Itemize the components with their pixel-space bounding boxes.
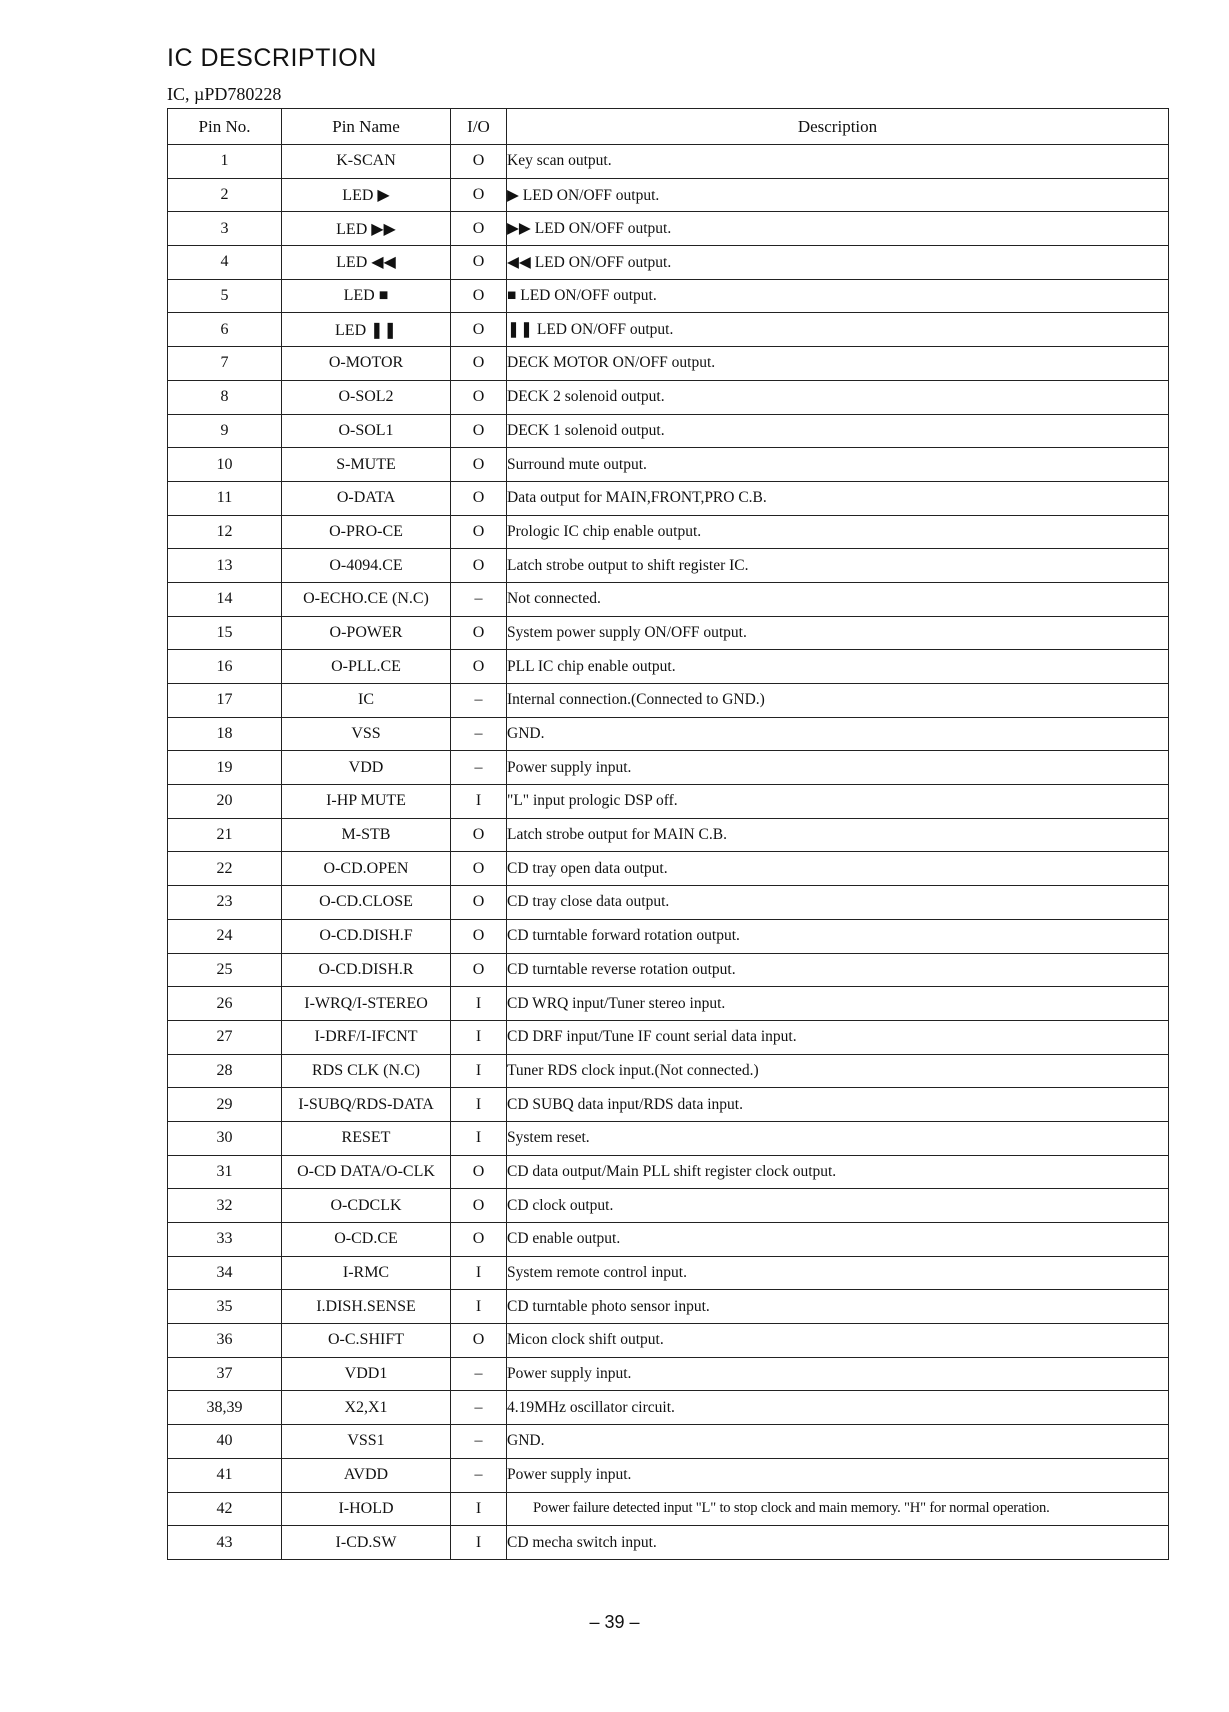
description-cell: Power supply input. bbox=[507, 751, 1169, 785]
table-row bbox=[168, 1155, 1169, 1189]
pin-number-cell: 26 bbox=[168, 987, 282, 1021]
description-cell: DECK 1 solenoid output. bbox=[507, 414, 1169, 448]
io-cell: I bbox=[451, 1290, 507, 1324]
description-cell: CD WRQ input/Tuner stereo input. bbox=[507, 987, 1169, 1021]
pin-name-cell: I-HP MUTE bbox=[282, 785, 451, 819]
pin-number-cell: 1 bbox=[168, 145, 282, 179]
table-row bbox=[168, 852, 1169, 886]
io-cell: I bbox=[451, 1121, 507, 1155]
pin-name-cell: I-WRQ/I-STEREO bbox=[282, 987, 451, 1021]
pin-number-cell: 24 bbox=[168, 919, 282, 953]
io-cell: O bbox=[451, 650, 507, 684]
table-row bbox=[168, 1088, 1169, 1122]
pin-number-cell: 43 bbox=[168, 1526, 282, 1560]
description-cell: System remote control input. bbox=[507, 1256, 1169, 1290]
pin-number-cell: 28 bbox=[168, 1054, 282, 1088]
pin-name-cell: O-SOL2 bbox=[282, 380, 451, 414]
pin-name-cell: VDD bbox=[282, 751, 451, 785]
pin-number-cell: 10 bbox=[168, 448, 282, 482]
pin-number-cell: 22 bbox=[168, 852, 282, 886]
description-cell: CD SUBQ data input/RDS data input. bbox=[507, 1088, 1169, 1122]
io-cell: O bbox=[451, 1324, 507, 1358]
description-cell: CD clock output. bbox=[507, 1189, 1169, 1223]
description-cell: DECK 2 solenoid output. bbox=[507, 380, 1169, 414]
description-cell: Data output for MAIN,FRONT,PRO C.B. bbox=[507, 481, 1169, 515]
io-cell: – bbox=[451, 1357, 507, 1391]
table-row bbox=[168, 246, 1169, 280]
description-cell: GND. bbox=[507, 717, 1169, 751]
pin-name-cell: O-C.SHIFT bbox=[282, 1324, 451, 1358]
description-cell: "L" input prologic DSP off. bbox=[507, 785, 1169, 819]
description-cell: ▶▶ LED ON/OFF output. bbox=[507, 212, 1169, 246]
pin-number-cell: 17 bbox=[168, 684, 282, 718]
pin-number-cell: 9 bbox=[168, 414, 282, 448]
io-cell: O bbox=[451, 448, 507, 482]
table-row bbox=[168, 347, 1169, 381]
table-row bbox=[168, 1391, 1169, 1425]
table-row bbox=[168, 1121, 1169, 1155]
pin-name-cell: RDS CLK (N.C) bbox=[282, 1054, 451, 1088]
io-cell: I bbox=[451, 1492, 507, 1526]
pin-name-cell: O-PLL.CE bbox=[282, 650, 451, 684]
description-cell: ▶ LED ON/OFF output. bbox=[507, 178, 1169, 212]
pin-number-cell: 36 bbox=[168, 1324, 282, 1358]
io-cell: – bbox=[451, 684, 507, 718]
io-cell: I bbox=[451, 1088, 507, 1122]
pin-name-cell: O-CDCLK bbox=[282, 1189, 451, 1223]
pin-number-cell: 18 bbox=[168, 717, 282, 751]
table-row bbox=[168, 448, 1169, 482]
pin-name-cell: VDD1 bbox=[282, 1357, 451, 1391]
io-cell: – bbox=[451, 1391, 507, 1425]
io-cell: – bbox=[451, 582, 507, 616]
table-row bbox=[168, 313, 1169, 347]
header-io: I/O bbox=[451, 109, 507, 145]
pin-name-cell: S-MUTE bbox=[282, 448, 451, 482]
pin-number-cell: 37 bbox=[168, 1357, 282, 1391]
pin-name-cell: VSS1 bbox=[282, 1425, 451, 1459]
io-cell: O bbox=[451, 886, 507, 920]
table-row bbox=[168, 1256, 1169, 1290]
table-row bbox=[168, 1290, 1169, 1324]
pin-name-cell: IC bbox=[282, 684, 451, 718]
pin-name-cell: X2,X1 bbox=[282, 1391, 451, 1425]
table-row bbox=[168, 178, 1169, 212]
description-cell: ◀◀ LED ON/OFF output. bbox=[507, 246, 1169, 280]
description-cell: Not connected. bbox=[507, 582, 1169, 616]
pin-number-cell: 20 bbox=[168, 785, 282, 819]
pin-name-cell: O-CD.CLOSE bbox=[282, 886, 451, 920]
pin-name-cell: O-CD.OPEN bbox=[282, 852, 451, 886]
description-cell: CD turntable forward rotation output. bbox=[507, 919, 1169, 953]
pin-name-cell: O-DATA bbox=[282, 481, 451, 515]
description-cell: Latch strobe output to shift register IC. bbox=[507, 549, 1169, 583]
pin-number-cell: 38,39 bbox=[168, 1391, 282, 1425]
io-cell: – bbox=[451, 1458, 507, 1492]
table-row bbox=[168, 616, 1169, 650]
table-row bbox=[168, 549, 1169, 583]
description-cell: CD turntable reverse rotation output. bbox=[507, 953, 1169, 987]
table-row bbox=[168, 717, 1169, 751]
io-cell: O bbox=[451, 919, 507, 953]
pin-name-cell: O-MOTOR bbox=[282, 347, 451, 381]
description-cell: System power supply ON/OFF output. bbox=[507, 616, 1169, 650]
table-row bbox=[168, 785, 1169, 819]
io-cell: – bbox=[451, 751, 507, 785]
pin-number-cell: 34 bbox=[168, 1256, 282, 1290]
pin-name-cell: O-4094.CE bbox=[282, 549, 451, 583]
io-cell: O bbox=[451, 549, 507, 583]
io-cell: O bbox=[451, 178, 507, 212]
pin-number-cell: 15 bbox=[168, 616, 282, 650]
pin-number-cell: 33 bbox=[168, 1223, 282, 1257]
header-pin-name: Pin Name bbox=[282, 109, 451, 145]
header-description: Description bbox=[507, 109, 1169, 145]
pin-name-cell: RESET bbox=[282, 1121, 451, 1155]
pin-number-cell: 29 bbox=[168, 1088, 282, 1122]
pin-name-cell: VSS bbox=[282, 717, 451, 751]
pin-name-cell: M-STB bbox=[282, 818, 451, 852]
pin-number-cell: 16 bbox=[168, 650, 282, 684]
table-row bbox=[168, 145, 1169, 179]
table-row bbox=[168, 380, 1169, 414]
io-cell: O bbox=[451, 145, 507, 179]
io-cell: I bbox=[451, 1256, 507, 1290]
page-number: – 39 – bbox=[589, 1612, 640, 1632]
description-cell: Key scan output. bbox=[507, 145, 1169, 179]
io-cell: O bbox=[451, 246, 507, 280]
pin-number-cell: 2 bbox=[168, 178, 282, 212]
description-cell: GND. bbox=[507, 1425, 1169, 1459]
pin-name-cell: I.DISH.SENSE bbox=[282, 1290, 451, 1324]
pin-number-cell: 41 bbox=[168, 1458, 282, 1492]
io-cell: I bbox=[451, 1054, 507, 1088]
pin-number-cell: 8 bbox=[168, 380, 282, 414]
table-row bbox=[168, 650, 1169, 684]
description-cell: CD mecha switch input. bbox=[507, 1526, 1169, 1560]
pin-number-cell: 25 bbox=[168, 953, 282, 987]
ic-part-number: IC, µPD780228 bbox=[167, 84, 282, 104]
io-cell: O bbox=[451, 616, 507, 650]
table-row bbox=[168, 886, 1169, 920]
io-cell: – bbox=[451, 1425, 507, 1459]
table-header-row bbox=[168, 109, 1169, 145]
table-row bbox=[168, 1526, 1169, 1560]
pin-number-cell: 27 bbox=[168, 1020, 282, 1054]
pin-name-cell: O-SOL1 bbox=[282, 414, 451, 448]
pin-name-cell: O-ECHO.CE (N.C) bbox=[282, 582, 451, 616]
pin-name-cell: O-CD.DISH.R bbox=[282, 953, 451, 987]
description-cell: CD data output/Main PLL shift register clock output. bbox=[507, 1155, 1169, 1189]
io-cell: O bbox=[451, 313, 507, 347]
io-cell: O bbox=[451, 1189, 507, 1223]
pin-number-cell: 12 bbox=[168, 515, 282, 549]
io-cell: I bbox=[451, 1020, 507, 1054]
io-cell: O bbox=[451, 380, 507, 414]
io-cell: O bbox=[451, 953, 507, 987]
io-cell: O bbox=[451, 414, 507, 448]
header-pin-no: Pin No. bbox=[168, 109, 282, 145]
table-row bbox=[168, 582, 1169, 616]
description-cell: Latch strobe output for MAIN C.B. bbox=[507, 818, 1169, 852]
pin-number-cell: 11 bbox=[168, 481, 282, 515]
pin-number-cell: 31 bbox=[168, 1155, 282, 1189]
pin-number-cell: 3 bbox=[168, 212, 282, 246]
pin-number-cell: 40 bbox=[168, 1425, 282, 1459]
description-cell: Power supply input. bbox=[507, 1357, 1169, 1391]
pin-name-cell: LED ■ bbox=[282, 279, 451, 313]
description-cell: Power supply input. bbox=[507, 1458, 1169, 1492]
io-cell: – bbox=[451, 717, 507, 751]
io-cell: I bbox=[451, 987, 507, 1021]
pin-name-cell: K-SCAN bbox=[282, 145, 451, 179]
pin-name-cell: I-DRF/I-IFCNT bbox=[282, 1020, 451, 1054]
description-cell: Power failure detected input "L" to stop clock and main memory. "H" for normal operation. bbox=[507, 1492, 1169, 1526]
description-cell: CD tray open data output. bbox=[507, 852, 1169, 886]
description-cell: DECK MOTOR ON/OFF output. bbox=[507, 347, 1169, 381]
description-cell: CD tray close data output. bbox=[507, 886, 1169, 920]
description-cell: ❚❚ LED ON/OFF output. bbox=[507, 313, 1169, 347]
pin-name-cell: O-CD DATA/O-CLK bbox=[282, 1155, 451, 1189]
pin-name-cell: LED ◀◀ bbox=[282, 246, 451, 280]
pin-number-cell: 13 bbox=[168, 549, 282, 583]
io-cell: O bbox=[451, 279, 507, 313]
pin-name-cell: LED ▶ bbox=[282, 178, 451, 212]
pin-name-cell: O-POWER bbox=[282, 616, 451, 650]
pin-name-cell: I-RMC bbox=[282, 1256, 451, 1290]
description-cell: CD enable output. bbox=[507, 1223, 1169, 1257]
table-row bbox=[168, 1324, 1169, 1358]
io-cell: O bbox=[451, 347, 507, 381]
page-heading: IC DESCRIPTION bbox=[167, 44, 377, 72]
table-row bbox=[168, 1223, 1169, 1257]
table-row bbox=[168, 481, 1169, 515]
description-cell: CD turntable photo sensor input. bbox=[507, 1290, 1169, 1324]
table-row bbox=[168, 751, 1169, 785]
io-cell: O bbox=[451, 852, 507, 886]
description-cell: 4.19MHz oscillator circuit. bbox=[507, 1391, 1169, 1425]
pin-number-cell: 32 bbox=[168, 1189, 282, 1223]
pin-name-cell: O-CD.DISH.F bbox=[282, 919, 451, 953]
description-cell: Tuner RDS clock input.(Not connected.) bbox=[507, 1054, 1169, 1088]
table-row bbox=[168, 1054, 1169, 1088]
table-row bbox=[168, 1458, 1169, 1492]
io-cell: O bbox=[451, 1155, 507, 1189]
io-cell: I bbox=[451, 1526, 507, 1560]
description-cell: Prologic IC chip enable output. bbox=[507, 515, 1169, 549]
pin-table bbox=[167, 108, 1169, 1560]
table-row bbox=[168, 1425, 1169, 1459]
pin-number-cell: 14 bbox=[168, 582, 282, 616]
table-row bbox=[168, 1020, 1169, 1054]
description-cell: Micon clock shift output. bbox=[507, 1324, 1169, 1358]
io-cell: O bbox=[451, 481, 507, 515]
pin-number-cell: 6 bbox=[168, 313, 282, 347]
table-row bbox=[168, 818, 1169, 852]
table-row bbox=[168, 919, 1169, 953]
pin-name-cell: AVDD bbox=[282, 1458, 451, 1492]
description-cell: System reset. bbox=[507, 1121, 1169, 1155]
pin-name-cell: O-PRO-CE bbox=[282, 515, 451, 549]
description-cell: Surround mute output. bbox=[507, 448, 1169, 482]
io-cell: O bbox=[451, 515, 507, 549]
pin-name-cell: I-CD.SW bbox=[282, 1526, 451, 1560]
pin-number-cell: 30 bbox=[168, 1121, 282, 1155]
table-row bbox=[168, 684, 1169, 718]
description-cell: Internal connection.(Connected to GND.) bbox=[507, 684, 1169, 718]
table-row bbox=[168, 1492, 1169, 1526]
io-cell: O bbox=[451, 818, 507, 852]
pin-number-cell: 19 bbox=[168, 751, 282, 785]
pin-number-cell: 4 bbox=[168, 246, 282, 280]
pin-name-cell: LED ❚❚ bbox=[282, 313, 451, 347]
description-cell: PLL IC chip enable output. bbox=[507, 650, 1169, 684]
io-cell: O bbox=[451, 212, 507, 246]
pin-number-cell: 42 bbox=[168, 1492, 282, 1526]
table-row bbox=[168, 212, 1169, 246]
pin-number-cell: 23 bbox=[168, 886, 282, 920]
table-row bbox=[168, 1189, 1169, 1223]
table-row bbox=[168, 414, 1169, 448]
table-row bbox=[168, 515, 1169, 549]
pin-name-cell: LED ▶▶ bbox=[282, 212, 451, 246]
table-row bbox=[168, 987, 1169, 1021]
pin-number-cell: 21 bbox=[168, 818, 282, 852]
description-cell: ■ LED ON/OFF output. bbox=[507, 279, 1169, 313]
pin-number-cell: 5 bbox=[168, 279, 282, 313]
pin-number-cell: 35 bbox=[168, 1290, 282, 1324]
description-cell: CD DRF input/Tune IF count serial data input. bbox=[507, 1020, 1169, 1054]
io-cell: I bbox=[451, 785, 507, 819]
io-cell: O bbox=[451, 1223, 507, 1257]
pin-name-cell: I-SUBQ/RDS-DATA bbox=[282, 1088, 451, 1122]
pin-name-cell: I-HOLD bbox=[282, 1492, 451, 1526]
pin-number-cell: 7 bbox=[168, 347, 282, 381]
pin-name-cell: O-CD.CE bbox=[282, 1223, 451, 1257]
table-row bbox=[168, 1357, 1169, 1391]
table-row bbox=[168, 279, 1169, 313]
table-row bbox=[168, 953, 1169, 987]
